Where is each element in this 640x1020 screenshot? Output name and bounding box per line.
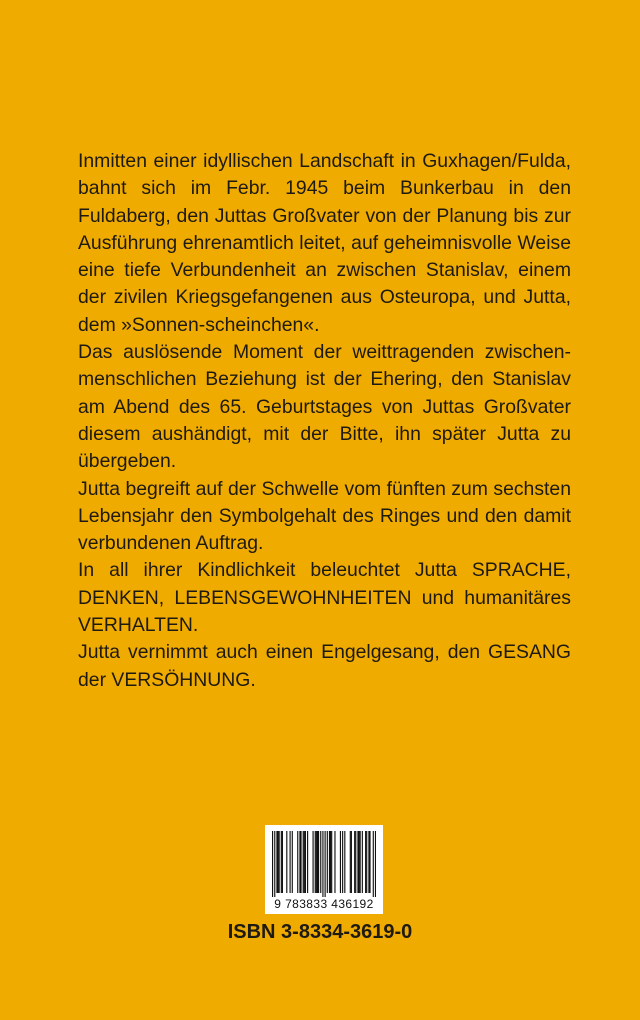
barcode-bar xyxy=(299,831,300,893)
barcode-bar xyxy=(366,831,367,893)
barcode-bar xyxy=(282,831,283,893)
barcode-bar xyxy=(313,831,314,893)
barcode-bar xyxy=(272,831,273,897)
barcode xyxy=(265,825,383,914)
blurb-paragraph: Inmitten einer idyllischen Landschaft in Guxhagen/Fulda, bahnt sich im Febr. 1945 beim Bunkerbau in den Fuldaberg, den Juttas Großvater von der Planung bis zur Ausführung ehrenamtlich leitet, auf geheimnisvolle Weise eine tiefe Verbundenheit an zwischen Stanislav, einem der zivilen Kriegsgefangenen aus Osteuropa, und Jutta, dem »Sonnen-scheinchen«. xyxy=(78,150,571,336)
barcode-bar xyxy=(357,831,358,893)
barcode-bar xyxy=(297,831,298,893)
barcode-bar xyxy=(316,831,317,893)
barcode-bar xyxy=(331,831,332,893)
barcode-bar xyxy=(300,831,301,893)
barcode-bar xyxy=(281,831,282,893)
barcode-bar xyxy=(305,831,306,893)
barcode-bar xyxy=(329,831,330,893)
blurb-paragraph: Das auslösende Moment der weittragenden zwischen-menschlichen Beziehung ist der Ehering, den Stanislav am Abend des 65. Geburtstages von Juttas Großvater diesem aushändigt, mit der Bitte, ihn später Jutta zu übergeben. xyxy=(78,341,571,473)
barcode-bar xyxy=(292,831,293,893)
blurb-paragraph: Jutta vernimmt auch einen Engelgesang, den GESANG der VERSÖHNUNG. xyxy=(78,641,571,691)
blurb-paragraph: Jutta begreift auf der Schwelle vom fünften zum sechsten Lebensjahr den Symbolgehalt des Ringes und den damit verbundenen Auftrag. xyxy=(78,477,571,555)
barcode-bar xyxy=(373,831,374,897)
barcode-bar xyxy=(334,831,335,893)
barcode-bar xyxy=(276,831,277,893)
barcode-bars xyxy=(272,831,376,897)
barcode-bar xyxy=(360,831,361,893)
barcode-bar xyxy=(354,831,355,893)
barcode-bar xyxy=(318,831,319,893)
isbn-label: ISBN 3-8334-3619-0 xyxy=(227,921,413,943)
barcode-bar xyxy=(362,831,363,893)
barcode-bar xyxy=(344,831,345,893)
barcode-bar xyxy=(375,831,376,897)
barcode-bar xyxy=(369,831,370,893)
barcode-bar xyxy=(365,831,366,893)
barcode-bar xyxy=(320,831,321,893)
barcode-bar xyxy=(303,831,304,893)
barcode-bar xyxy=(355,831,356,893)
barcode-digits: 9 783833 436192 xyxy=(274,897,374,911)
barcode-bar xyxy=(304,831,305,893)
barcode-bar xyxy=(290,831,291,893)
barcode-bar xyxy=(274,831,275,897)
barcode-bar xyxy=(330,831,331,893)
barcode-bar xyxy=(327,831,328,893)
barcode-bar xyxy=(350,831,351,893)
barcode-bar xyxy=(279,831,280,893)
barcode-bar xyxy=(368,831,369,893)
barcode-bar xyxy=(358,831,359,893)
barcode-bar xyxy=(325,831,326,897)
barcode-bar xyxy=(315,831,316,893)
barcode-bar xyxy=(340,831,341,893)
barcode-bar xyxy=(286,831,287,893)
barcode-bar xyxy=(342,831,343,893)
barcode-bar xyxy=(351,831,352,893)
barcode-bar xyxy=(322,831,323,897)
barcode-bar xyxy=(317,831,318,893)
blurb-paragraph: In all ihrer Kindlichkeit beleuchtet Jutta SPRACHE, DENKEN, LEBENSGEWOHNHEITEN und humanitäres VERHALTEN. xyxy=(78,559,571,637)
barcode-bar xyxy=(277,831,278,893)
blurb-text xyxy=(78,148,571,694)
barcode-bar xyxy=(307,831,308,893)
